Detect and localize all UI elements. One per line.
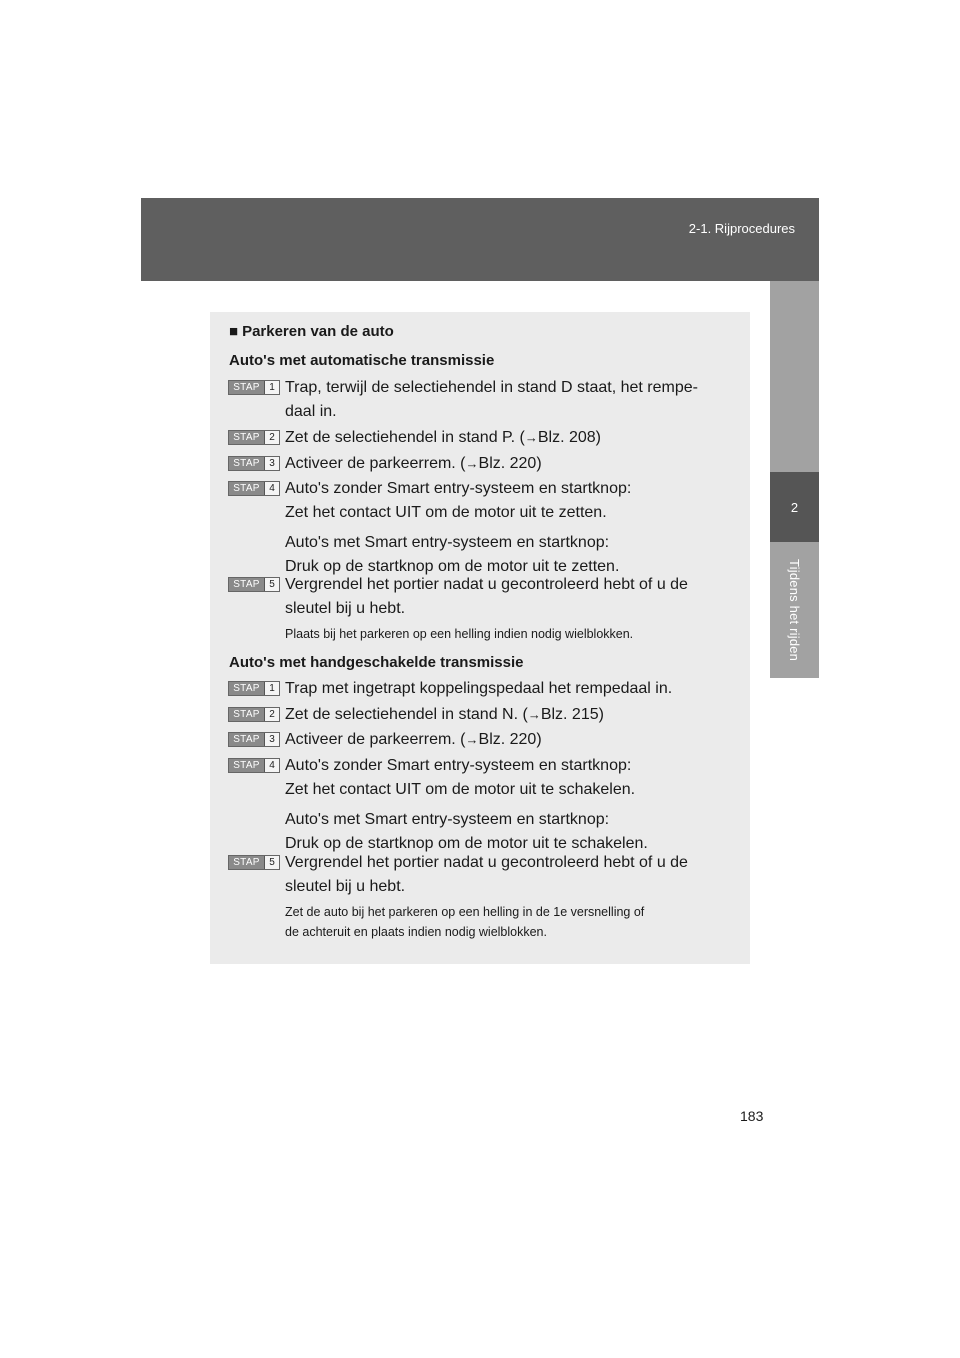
step-badge: STAP 1 xyxy=(228,380,280,395)
section-heading xyxy=(229,323,394,340)
header-band xyxy=(141,198,819,281)
square-bullet-icon: ■ xyxy=(229,323,239,340)
arrow-right-icon: → xyxy=(465,732,479,747)
side-tab-top xyxy=(770,281,819,472)
manual-step-5: STAP 5 Vergrendel het portier nadat u gecontroleerd hebt of u de sleutel bij u hebt. xyxy=(228,851,728,899)
step-badge: STAP 3 xyxy=(228,732,280,747)
auto-step-5: STAP 5 Vergrendel het portier nadat u gecontroleerd hebt of u de sleutel bij u hebt. xyxy=(228,573,728,621)
auto-step-4: STAP 4 Auto's zonder Smart entry-systeem en startknop: Zet het contact UIT om de motor uit te zetten. Auto's met Smart entry-systeem en startknop: Druk op de startknop om de motor uit te zetten. xyxy=(228,477,728,579)
side-tab-bottom xyxy=(770,542,819,678)
manual-step-4: STAP 4 Auto's zonder Smart entry-systeem en startknop: Zet het contact UIT om de motor uit te schakelen. Auto's met Smart entry-systeem en startknop: Druk op de startknop om de motor uit te schakelen. xyxy=(228,754,728,856)
section-title: 2-1. Rijprocedures xyxy=(688,221,795,236)
manual-note: Zet de auto bij het parkeren op een helling in de 1e versnelling of de achteruit en plaats indien nodig wielblokken. xyxy=(285,905,645,939)
chapter-title: Tijdens het rijden xyxy=(787,558,802,662)
auto-step-1 xyxy=(228,376,728,424)
page-number: 183 xyxy=(740,1108,764,1124)
chapter-number-tab xyxy=(770,472,819,542)
auto-step-2: STAP 2 Zet de selectiehendel in stand P. (→Blz. 208) xyxy=(228,426,728,450)
step-badge: STAP 5 xyxy=(228,577,280,592)
arrow-right-icon: → xyxy=(527,707,541,722)
step-badge: STAP 5 xyxy=(228,855,280,870)
step-badge: STAP 1 xyxy=(228,681,280,696)
arrow-right-icon: → xyxy=(465,456,479,471)
step-text: Trap, terwijl de selectiehendel in stand D staat, het rempe- xyxy=(285,379,698,396)
content-box xyxy=(210,312,750,964)
step-badge: STAP 2 xyxy=(228,707,280,722)
step-badge: STAP 2 xyxy=(228,430,280,445)
step-text: daal in. xyxy=(285,403,337,420)
subheading-automatic: Auto's met automatische transmissie xyxy=(229,352,495,369)
step-badge: STAP 4 xyxy=(228,481,280,496)
subheading-manual: Auto's met handgeschakelde transmissie xyxy=(229,654,524,671)
heading-text: Parkeren van de auto xyxy=(242,323,394,340)
manual-step-3: STAP 3 Activeer de parkeerrem. (→Blz. 220) xyxy=(228,728,728,752)
chapter-number: 2 xyxy=(790,499,799,515)
arrow-right-icon: → xyxy=(524,430,538,445)
manual-step-1: STAP 1 Trap met ingetrapt koppelingspedaal het rempedaal in. xyxy=(228,677,728,701)
auto-note: Plaats bij het parkeren op een helling indien nodig wielblokken. xyxy=(285,627,634,641)
auto-step-3: STAP 3 Activeer de parkeerrem. (→Blz. 220) xyxy=(228,452,728,476)
manual-step-2: STAP 2 Zet de selectiehendel in stand N. (→Blz. 215) xyxy=(228,703,728,727)
step-badge: STAP 4 xyxy=(228,758,280,773)
step-badge: STAP 3 xyxy=(228,456,280,471)
